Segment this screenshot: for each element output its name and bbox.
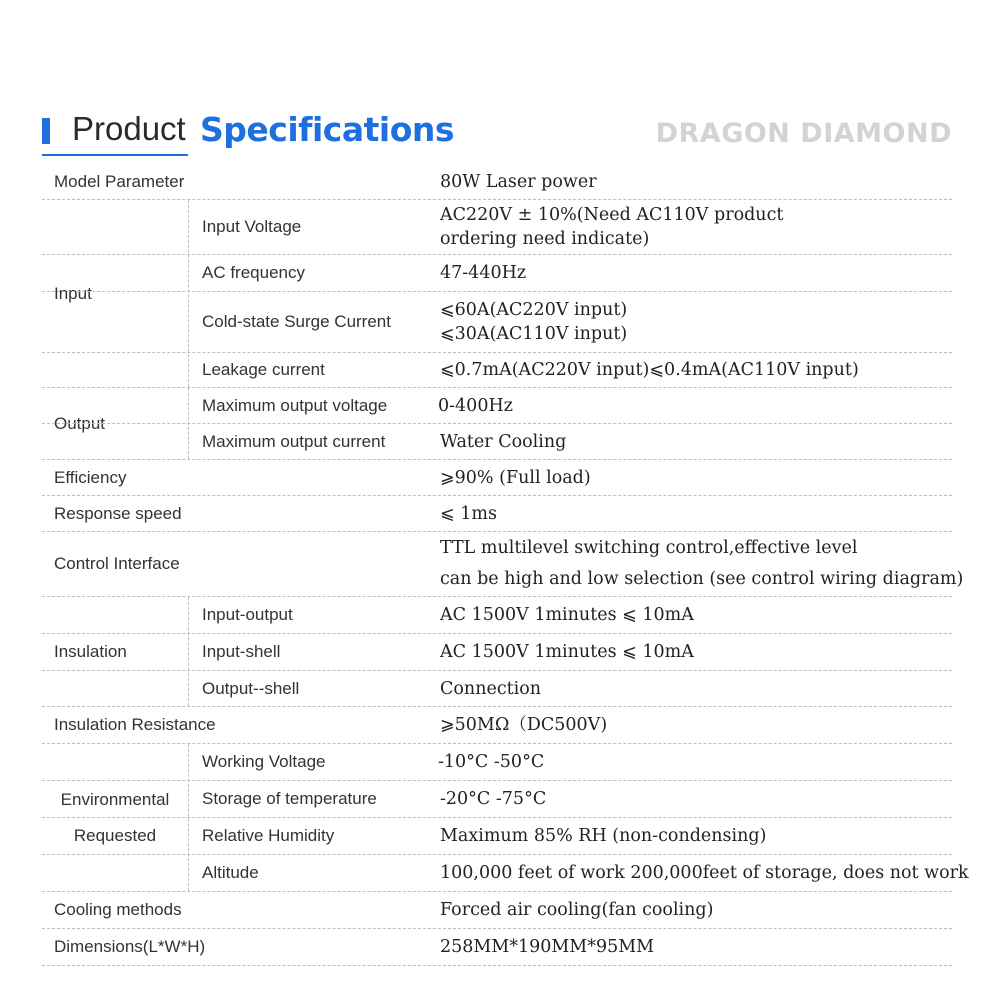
surge-current-value-line1: ⩽60A(AC220V input) [440,300,628,320]
group-environmental [42,744,969,892]
input-shell-value: AC 1500V 1minutes ⩽ 10mA [440,642,694,662]
max-output-current-value: Water Cooling [440,431,567,452]
relative-humidity-value: Maximum 85% RH (non-condensing) [440,826,767,846]
model-parameter-label: Model Parameter [54,172,185,191]
leakage-current-label: Leakage current [202,360,325,379]
cooling-methods-value: Forced air cooling(fan cooling) [440,900,714,920]
insulation-resistance-label: Insulation Resistance [54,715,216,734]
row-model-parameter [42,165,952,200]
surge-current-label: Cold-state Surge Current [202,312,391,331]
ac-frequency-label: AC frequency [202,263,305,282]
row-cooling-methods [42,892,952,929]
row-insulation-resistance [42,707,952,744]
group-insulation [42,597,952,707]
max-output-voltage-label: Maximum output voltage [202,395,388,415]
input-output-value: AC 1500V 1minutes ⩽ 10mA [440,605,694,625]
max-output-voltage-value: 0-400Hz [438,395,513,416]
title-underline [42,154,188,156]
control-interface-value-line2: can be high and low selection (see control wiring diagram) [440,569,964,589]
row-input-output [42,597,952,633]
dimensions-label: Dimensions(L*W*H) [54,937,206,956]
cooling-methods-label: Cooling methods [54,900,182,919]
row-surge-current [42,291,952,352]
spec-table [42,165,969,966]
insulation-resistance-value: ⩾50MΩ（DC500V) [440,715,608,735]
response-speed-value: ⩽ 1ms [440,503,497,524]
row-response-speed [42,496,952,532]
input-voltage-value-line1: AC220V ± 10%(Need AC110V product [440,205,784,225]
row-relative-humidity [42,817,952,854]
row-leakage-current [42,352,952,387]
surge-current-value-line2: ⩽30A(AC110V input) [440,324,628,344]
output-label: Output [54,413,106,433]
brand-logo-text: DRAGON DIAMOND [655,118,952,149]
input-label: Input [54,283,92,303]
row-max-output-voltage [42,388,952,423]
row-dimensions [42,929,952,966]
storage-temperature-label: Storage of temperature [202,789,377,808]
group-output [42,388,952,460]
efficiency-value: ⩾90% (Full load) [440,467,591,488]
row-efficiency [42,460,952,496]
max-output-current-label: Maximum output current [202,431,386,451]
row-ac-frequency [42,254,952,291]
control-interface-value-line1: TTL multilevel switching control,effective level [440,538,858,558]
row-working-voltage [42,744,952,780]
working-voltage-label: Working Voltage [202,752,326,771]
environmental-label-line1: Environmental [60,789,170,809]
relative-humidity-label: Relative Humidity [202,826,335,845]
group-input [42,200,952,388]
altitude-label: Altitude [202,863,259,882]
environmental-label-line2: Requested [73,825,157,845]
row-input-shell [42,633,952,670]
response-speed-label: Response speed [54,503,182,523]
input-output-label: Input-output [202,605,293,624]
title-product: Product [72,110,186,147]
output-shell-label: Output--shell [202,678,300,698]
working-voltage-value: -10°C -50°C [438,752,545,772]
leakage-current-value: ⩽0.7mA(AC220V input)⩽0.4mA(AC110V input) [440,360,859,380]
altitude-value: 100,000 feet of work 200,000feet of storage, does not work [440,863,969,883]
dimensions-value: 258MM*190MM*95MM [440,937,655,957]
row-input-voltage [42,200,952,254]
row-control-interface [42,532,964,597]
title-accent-bar [42,118,50,144]
ac-frequency-value: 47-440Hz [440,263,527,283]
row-max-output-current [42,423,952,459]
row-output-shell [42,670,952,706]
spec-header [0,0,1000,160]
control-interface-label: Control Interface [54,554,180,573]
output-shell-value: Connection [440,678,542,699]
input-voltage-label: Input Voltage [202,217,302,236]
model-parameter-value: 80W Laser power [440,172,597,192]
row-storage-temperature [42,780,952,817]
row-altitude [42,854,969,891]
input-voltage-value-line2: ordering need indicate) [440,229,650,249]
input-shell-label: Input-shell [202,642,281,661]
storage-temperature-value: -20°C -75°C [440,789,547,809]
title-specifications: Specifications [200,110,455,149]
insulation-label: Insulation [54,641,127,661]
efficiency-label: Efficiency [54,467,127,487]
